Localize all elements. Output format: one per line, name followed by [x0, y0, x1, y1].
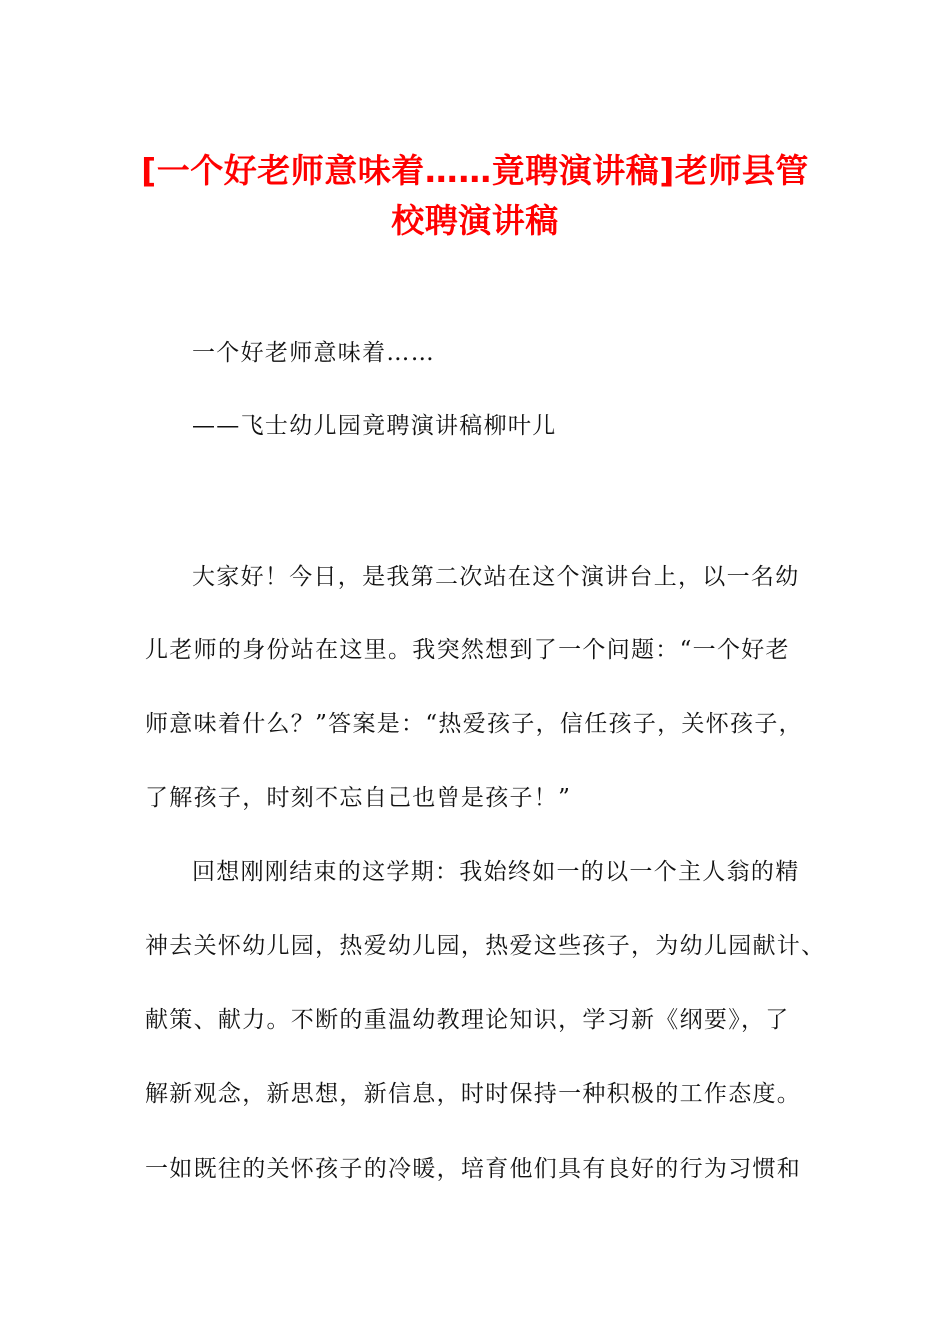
body-line: 解新观念，新思想，新信息，时时保持一种积极的工作态度。 [145, 1081, 802, 1107]
body-line: 师意味着什么？”答案是：“热爱孩子，信任孩子，关怀孩子， [145, 711, 803, 737]
body-line: 大家好！今日，是我第二次站在这个演讲台上，以一名幼 [192, 564, 800, 590]
speech-subtitle: 一个好老师意味着…… [192, 340, 435, 366]
body-line: 一如既往的关怀孩子的冷暖，培育他们具有良好的行为习惯和 [145, 1156, 802, 1182]
body-line: 回想刚刚结束的这学期：我始终如一的以一个主人翁的精 [192, 859, 800, 885]
body-line: 了解孩子，时刻不忘自己也曾是孩子！” [145, 785, 572, 811]
document-title: [一个好老师意味着……竟聘演讲稿]老师县管校聘演讲稿 [141, 151, 809, 240]
body-line: 儿老师的身份站在这里。我突然想到了一个问题：“一个好老 [145, 637, 790, 663]
body-line: 神去关怀幼儿园，热爱幼儿园，热爱这些孩子，为幼儿园献计、 [145, 933, 826, 959]
body-line: 献策、献力。不断的重温幼教理论知识，学习新《纲要》，了 [145, 1007, 790, 1033]
speech-byline: ——飞士幼儿园竟聘演讲稿柳叶儿 [192, 413, 557, 439]
